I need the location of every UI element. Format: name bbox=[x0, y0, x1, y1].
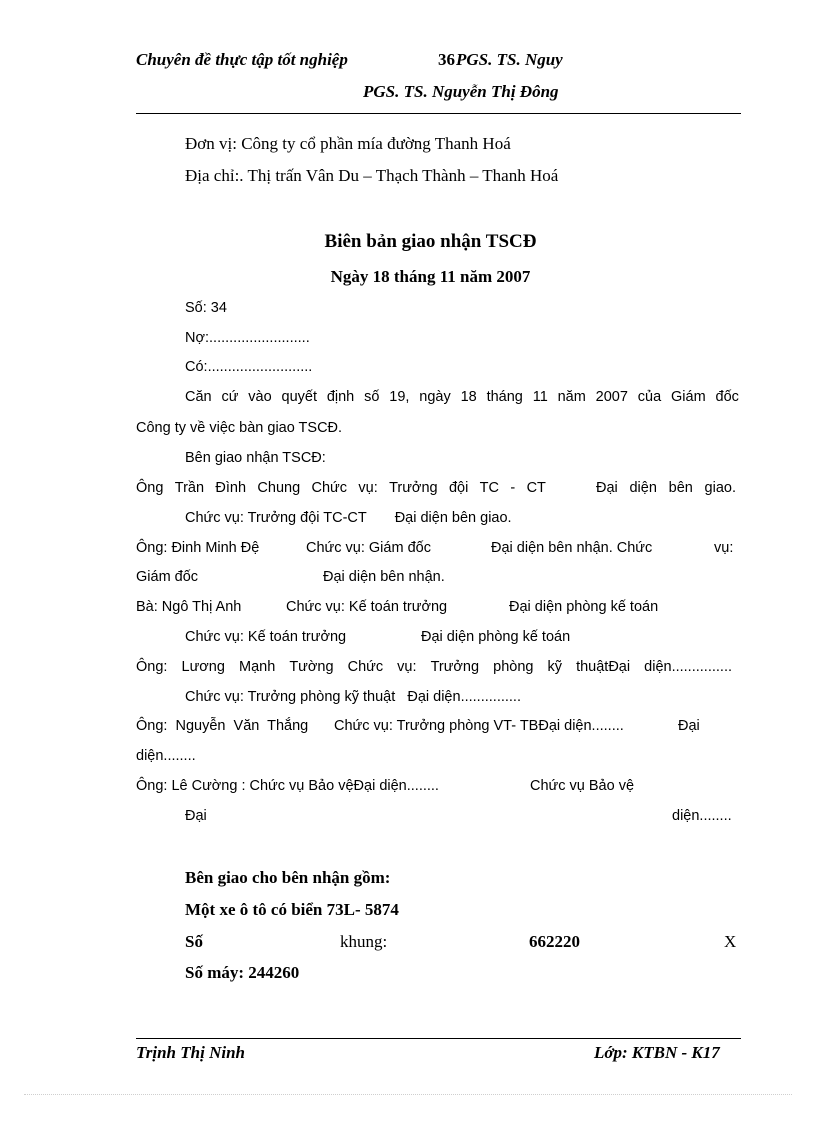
member-5-name: Ông: Nguyễn Văn Thắng bbox=[136, 718, 309, 734]
member-1-line-1 bbox=[136, 480, 736, 496]
basis-word: cứ bbox=[221, 389, 239, 405]
member-1-word: CT bbox=[526, 480, 546, 496]
basis-word: 19, bbox=[389, 389, 410, 405]
member-3-name: Bà: Ngô Thị Anh bbox=[136, 599, 242, 615]
member-6-role-cont: diện........ bbox=[672, 808, 732, 824]
engine-number: Số máy: 244260 bbox=[185, 963, 300, 982]
company-unit: Đơn vị: Công ty cổ phần mía đường Thanh Hoá bbox=[185, 134, 511, 153]
member-2-name: Ông: Đinh Minh Đệ bbox=[136, 540, 260, 556]
document-date: Ngày 18 tháng 11 năm 2007 bbox=[330, 267, 531, 286]
member-3-position: Chức vụ: Kế toán trưởng bbox=[286, 599, 448, 615]
footer-author: Trịnh Thị Ninh bbox=[136, 1043, 245, 1062]
header-supervisor-short: PGS. TS. Nguy bbox=[456, 50, 563, 69]
basis-word: Giám bbox=[671, 389, 706, 405]
credit-field: Có:.......................... bbox=[185, 359, 313, 375]
chassis-number: 662220 bbox=[529, 932, 580, 951]
basis-word: vào bbox=[248, 389, 272, 405]
member-1-word: - bbox=[510, 480, 516, 496]
member-2-role: Đại diện bên nhận. Chức bbox=[491, 540, 653, 556]
basis-word: đốc bbox=[715, 389, 739, 405]
basis-word: 18 bbox=[460, 389, 477, 405]
member-4-line-2: Chức vụ: Trưởng phòng kỹ thuật Đại diện............... bbox=[185, 689, 521, 705]
footer-class: Lớp: KTBN - K17 bbox=[594, 1043, 720, 1062]
member-1-line-2: Chức vụ: Trưởng đội TC-CT Đại diện bên giao. bbox=[185, 510, 512, 526]
member-1-word: TC bbox=[479, 480, 499, 496]
member-1-word: Trưởng bbox=[389, 480, 438, 496]
member-4-word: Tường bbox=[289, 659, 334, 675]
member-5-role-cont: diện........ bbox=[136, 748, 196, 764]
member-3-role-2: Đại diện phòng kế toán bbox=[421, 629, 571, 645]
basis-word: 2007 bbox=[595, 389, 628, 405]
member-1-word: Đại bbox=[596, 480, 618, 496]
basis-word: số bbox=[364, 389, 380, 405]
member-2-role-cont: vụ: bbox=[714, 540, 734, 556]
member-4-word: vụ: bbox=[397, 659, 417, 675]
header-thesis-title: Chuyên đề thực tập tốt nghiệp bbox=[136, 50, 348, 69]
member-2-position-2: Giám đốc bbox=[136, 569, 199, 585]
member-1-word: diện bbox=[629, 480, 657, 496]
member-6-role: Đại bbox=[185, 808, 207, 824]
member-4-word: kỹ bbox=[547, 659, 563, 675]
member-2-position: Chức vụ: Giám đốc bbox=[306, 540, 431, 556]
handover-heading: Bên giao cho bên nhận gồm: bbox=[185, 868, 391, 887]
chassis-word: khung: bbox=[340, 932, 388, 951]
member-3-role: Đại diện phòng kế toán bbox=[509, 599, 659, 615]
member-1-word: Chức bbox=[311, 480, 348, 496]
header-rule bbox=[136, 113, 741, 114]
company-address: Địa chỉ:. Thị trấn Vân Du – Thạch Thành – Thanh Hoá bbox=[185, 166, 559, 185]
member-1-word: Chung bbox=[257, 480, 301, 496]
member-4-word: Chức bbox=[347, 659, 384, 675]
member-4-word: Lương bbox=[181, 659, 225, 675]
header-supervisor-full: PGS. TS. Nguyễn Thị Đông bbox=[363, 82, 559, 101]
member-4-word: Ông: bbox=[136, 659, 168, 675]
member-1-word: giao. bbox=[704, 480, 736, 496]
member-4-word: Mạnh bbox=[238, 659, 276, 675]
basis-line-2: Công ty về việc bàn giao TSCĐ. bbox=[136, 420, 343, 436]
handover-vehicle: Một xe ô tô có biển 73L- 5874 bbox=[185, 900, 399, 919]
debit-field: Nợ:......................... bbox=[185, 330, 310, 346]
member-2-role-2: Đại diện bên nhận. bbox=[323, 569, 445, 585]
basis-word: quyết bbox=[281, 389, 317, 405]
basis-word: Căn bbox=[185, 389, 212, 405]
footer-rule bbox=[136, 1038, 741, 1039]
chassis-mark: X bbox=[724, 932, 737, 951]
basis-word: của bbox=[637, 389, 662, 405]
header-page-number: 36 bbox=[438, 50, 455, 69]
document-number: Số: 34 bbox=[185, 300, 227, 316]
document-title: Biên bản giao nhận TSCĐ bbox=[324, 231, 537, 252]
committee-intro: Bên giao nhận TSCĐ: bbox=[185, 450, 326, 466]
chassis-label: Số bbox=[185, 932, 203, 951]
basis-word: 11 bbox=[532, 389, 548, 405]
member-1-position-group bbox=[136, 480, 546, 496]
basis-word: ngày bbox=[419, 389, 451, 405]
basis-word: định bbox=[326, 389, 355, 405]
member-1-word: đội bbox=[448, 480, 469, 496]
member-1-word: bên bbox=[668, 480, 693, 496]
member-4-word: Trưởng bbox=[430, 659, 480, 675]
member-1-word: vụ: bbox=[358, 480, 378, 496]
member-4-word: phòng bbox=[493, 659, 534, 675]
basis-word: tháng bbox=[486, 389, 523, 405]
basis-word: năm bbox=[557, 389, 586, 405]
page-bottom-dotted-line bbox=[24, 1094, 792, 1095]
member-6-name: Ông: Lê Cường : Chức vụ Bảo vệĐại diện........ bbox=[136, 778, 439, 794]
member-5-position: Chức vụ: Trưởng phòng VT- TBĐại diện........ bbox=[334, 718, 624, 734]
member-1-word: Trần bbox=[174, 480, 205, 496]
member-4-word: thuậtĐại bbox=[576, 659, 631, 675]
member-4-line-1 bbox=[136, 659, 732, 675]
basis-line-1 bbox=[185, 389, 739, 405]
member-1-word: Ông bbox=[136, 480, 164, 496]
member-3-position-2: Chức vụ: Kế toán trưởng bbox=[185, 629, 347, 645]
member-6-position: Chức vụ Bảo vệ bbox=[530, 778, 635, 794]
member-5-role: Đại bbox=[678, 718, 700, 734]
member-4-word: diện............... bbox=[644, 659, 732, 675]
member-1-word: Đình bbox=[215, 480, 247, 496]
member-1-role-group bbox=[596, 480, 736, 496]
